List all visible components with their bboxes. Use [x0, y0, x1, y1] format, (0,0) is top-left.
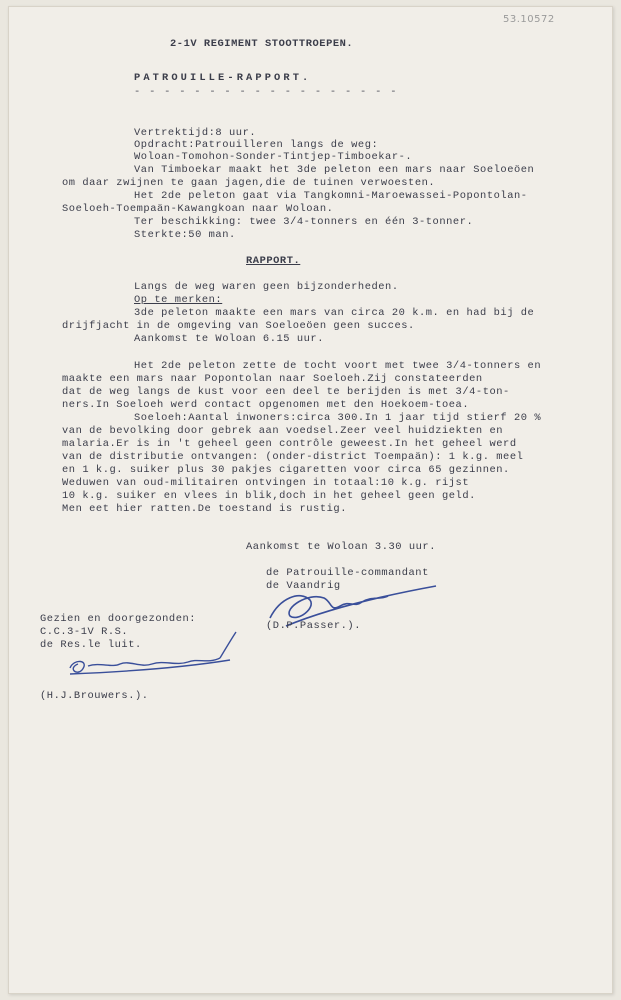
body-line: dat de weg langs de kust voor een deel te berijden is met 3/4-ton-: [62, 386, 510, 398]
intro-line: om daar zwijnen te gaan jagen,die de tuinen verwoesten.: [62, 177, 436, 189]
forwarding-signature: [60, 628, 260, 680]
body-line: 10 k.g. suiker en vlees in blik,doch in het geheel geen geld.: [62, 490, 476, 502]
title-dash-underline: - - - - - - - - - - - - - - - - - -: [134, 86, 398, 98]
rapport-heading: RAPPORT.: [246, 255, 301, 267]
body-line: van de distributie ontvangen: (onder-district Toempaän): 1 k.g. meel: [62, 451, 524, 463]
body-line: Weduwen van oud-militairen ontvingen in totaal:10 k.g. rijst: [62, 477, 470, 489]
unit-heading: 2-1V REGIMENT STOOTTROEPEN.: [170, 38, 354, 50]
intro-line: Vertrektijd:8 uur.: [134, 127, 257, 139]
body-line: Men eet hier ratten.De toestand is rustig.: [62, 503, 347, 515]
body-line: en 1 k.g. suiker plus 30 pakjes cigaretten voor circa 65 gezinnen.: [62, 464, 510, 476]
body-line: Soeloeh:Aantal inwoners:circa 300.In 1 jaar tijd stierf 20 %: [134, 412, 542, 424]
intro-line: Sterkte:50 man.: [134, 229, 236, 241]
report-title: PATROUILLE-RAPPORT.: [134, 72, 312, 84]
intro-line: Woloan-Tomohon-Sonder-Tintjep-Timboekar-.: [134, 151, 413, 163]
body-line: Het 2de peleton zette de tocht voort met twee 3/4-tonners en: [134, 360, 542, 372]
forwarding-line: de Res.le luit.: [40, 639, 142, 651]
commander-title: de Patrouille-commandant: [266, 567, 429, 579]
arrival-line: Aankomst te Woloan 3.30 uur.: [246, 541, 436, 553]
rapport-line: Op te merken:: [134, 294, 223, 306]
rapport-line: drijfjacht in de omgeving van Soeloeöen geen succes.: [62, 320, 415, 332]
commander-rank: de Vaandrig: [266, 580, 341, 592]
intro-line: Van Timboekar maakt het 3de peleton een mars naar Soeloeöen: [134, 164, 535, 176]
body-line: maakte een mars naar Popontolan naar Soeloeh.Zij constateerden: [62, 373, 483, 385]
intro-line: Ter beschikking: twee 3/4-tonners en één 3-tonner.: [134, 216, 474, 228]
intro-line: Het 2de peleton gaat via Tangkomni-Maroewassei-Popontolan-: [134, 190, 528, 202]
commander-name: (D.P.Passer.).: [266, 620, 361, 632]
rapport-line: 3de peleton maakte een mars van circa 20 k.m. en had bij de: [134, 307, 535, 319]
forwarding-line: Gezien en doorgezonden:: [40, 613, 197, 625]
forwarding-name: (H.J.Brouwers.).: [40, 690, 149, 702]
archive-mark: 53.10572: [503, 14, 555, 25]
body-line: van de bevolking door gebrek aan voedsel.Zeer veel huidziekten en: [62, 425, 504, 437]
intro-line: Opdracht:Patrouilleren langs de weg:: [134, 139, 379, 151]
body-line: ners.In Soeloeh werd contact opgenomen met den Hoekoem-toea.: [62, 399, 470, 411]
rapport-line: Aankomst te Woloan 6.15 uur.: [134, 333, 324, 345]
rapport-line: Langs de weg waren geen bijzonderheden.: [134, 281, 399, 293]
forwarding-line: C.C.3-1V R.S.: [40, 626, 129, 638]
body-line: malaria.Er is in 't geheel geen contrôle geweest.In het geheel werd: [62, 438, 517, 450]
intro-line: Soeloeh-Toempaän-Kawangkoan naar Woloan.: [62, 203, 334, 215]
